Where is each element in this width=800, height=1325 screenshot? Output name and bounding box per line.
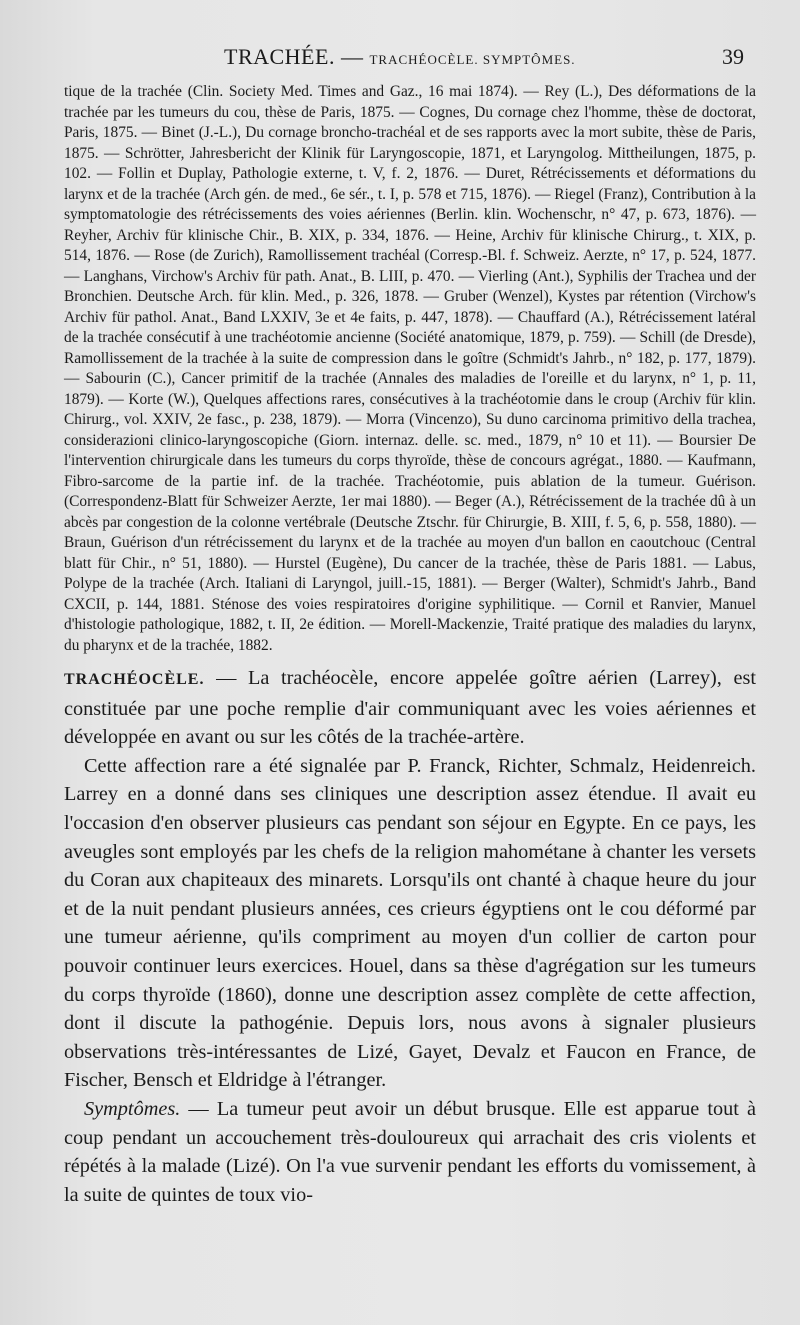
running-header bbox=[224, 44, 744, 78]
symptoms-label: Symptômes. bbox=[84, 1097, 181, 1120]
running-title-sub: TRACHÉOCÈLE. SYMPTÔMES. bbox=[369, 52, 576, 67]
paragraph-history: Cette affection rare a été signalée par P. Franck, Richter, Schmalz, Heidenreich. Larrey en a donné dans ses cliniques une description assez étendue. Il avait eu l'occasion d'en observer plusieurs cas pendant son séjour en Egypte. En ce pays, les aveugles sont employés par les chefs de la religion mahométane à chanter les versets du Coran aux chapiteaux des minarets. Lorsqu'ils ont chanté à chaque heure du jour et de la nuit pendant plusieurs années, ces crieurs égyptiens ont le cou déformé par une tumeur aérienne, qu'ils compriment au moyen d'un collier de carton pour pouvoir continuer leurs exercices. Houel, dans sa thèse d'agrégation sur les tumeurs du corps thyroïde (1860), donne une description assez complète de cette affection, dont il discute la pathogénie. Depuis lors, nous avons à signaler plusieurs observations très-intéressantes de Lizé, Gayet, Devalz et Faucon en France, de Fischer, Bensch et Eldridge à l'étranger. bbox=[64, 754, 756, 1092]
paragraph-tracheocele bbox=[64, 664, 756, 752]
section-heading: TRACHÉOCÈLE. bbox=[64, 671, 205, 688]
running-title bbox=[224, 44, 576, 70]
bibliography-text: tique de la trachée (Clin. Society Med. Times and Gaz., 16 mai 1874). — Rey (L.), Des déformations de la trachée par les tumeurs du cou, thèse de Paris, 1875. — Cognes, Du cornage chez l'homme, thèse de doctorat, Paris, 1875. — Binet (J.-L.), Du cornage broncho-trachéal et de ses rapports avec la mort subite, thèse de Paris, 1875. — Schrötter, Jahresbericht der Klinik für Laryngoscopie, 1871, et Laryngolog. Mittheilungen, 1875, p. 102. — Follin et Duplay, Pathologie externe, t. V, f. 2, 1876. — Duret, Rétrécissements et déformations du larynx et de la trachée (Arch gén. de med., 6e sér., t. I, p. 578 et 715, 1876). — Riegel (Franz), Contribution à la symptomatologie des rétrécissements des voies aériennes (Berlin. klin. Wochenschr, n° 47, p. 673, 1876). — Reyher, Archiv für klinische Chir., B. XIX, p. 334, 1876. — Heine, Archiv für klinische Chirurg., t. XIX, p. 514, 1876. — Rose (de Zurich), Ramollissement trachéal (Corresp.-Bl. f. Schweiz. Aerzte, n° 17, p. 524, 1877. — Langhans, Virchow's Archiv für path. Anat., B. LIII, p. 470. — Vierling (Ant.), Syphilis der Trachea und der Bronchien. Deutsche Arch. für klin. Med., p. 326, 1878. — Gruber (Wenzel), Kystes par rétention (Virchow's Archiv für pathol. Anat., Band LXXIV, 3e et 4e faits, p. 447, 1878). — Chauffard (A.), Rétrécissement latéral de la trachée consécutif à une trachéotomie ancienne (Société anatomique, 1879, p. 759). — Schill (de Dresde), Ramollissement de la trachée à la suite de compression dans le goître (Schmidt's Jahrb., n° 182, p. 177, 1879). — Sabourin (C.), Cancer primitif de la trachée (Annales des maladies de l'oreille et du larynx, n° 1, p. 11, 1879). — Korte (W.), Quelques affections rares, consécutives à la trachéotomie dans le croup (Archiv für klin. Chirurg., vol. XXIV, 2e fasc., p. 238, 1879). — Morra (Vincenzo), Su duno carcinoma primitivo della trachea, considerazioni clinico-laryngoscopiche (Giorn. internaz. delle. sc. med., 1879, n° 10 et 11). — Boursier De l'intervention chirurgicale dans les tumeurs du corps thyroïde, thèse de concours agrégat., 1880. — Kaufmann, Fibro-sarcome de la partie inf. de la trachée. Trachéotomie, puis ablation de la tumeur. Guérison. (Correspondenz-Blatt für Schweizer Aerzte, 1er mai 1880). — Beger (A.), Rétrécissement de la trachée dû à un abcès par congestion de la colonne vertébrale (Deutsche Ztschr. für Chirurgie, B. XIII, f. 5, 6, p. 558, 1880). — Braun, Guérison d'un rétrécissement du larynx et de la trachée au moyen d'un ballon en caoutchouc (Central blatt für Chir., n° 51, 1880). — Hurstel (Eugène), Du cancer de la trachée, thèse de Paris 1881. — Labus, Polype de la trachée (Arch. Italiani di Laryngol, juill.-15, 1881). — Berger (Walter), Schmidt's Jahrb., Band CXCII, p. 144, 1881. Sténose des voies respiratoires d'origine syphilitique. — Cornil et Ranvier, Manuel d'histologie pathologique, 1882, t. II, 2e édition. — Morell-Mackenzie, Traité pratique des maladies du larynx, du pharynx et de la trachée, 1882. bbox=[64, 83, 756, 654]
page-number: 39 bbox=[722, 44, 744, 69]
paragraph-tracheocele-text: — La trachéocèle, encore appelée goître aérien (Larrey), est constituée par une poche remplie d'air communiquant avec les voies aériennes et développée en avant ou sur les côtés de la trachée-artère. bbox=[64, 667, 756, 749]
bibliography-block bbox=[64, 82, 756, 656]
running-title-dash: — bbox=[334, 44, 370, 69]
paragraph-symptoms-text: — La tumeur peut avoir un début brusque. Elle est apparue tout à coup pendant un accouchement très-douloureux qui arrachait des cris violents et répétés à la malade (Lizé). On l'a vue survenir pendant les efforts du vomissement, à la suite de quintes de toux vio- bbox=[64, 1097, 756, 1206]
running-title-main: TRACHÉE. bbox=[224, 44, 335, 69]
paragraph-symptoms bbox=[64, 1095, 756, 1209]
main-text bbox=[64, 664, 756, 1209]
